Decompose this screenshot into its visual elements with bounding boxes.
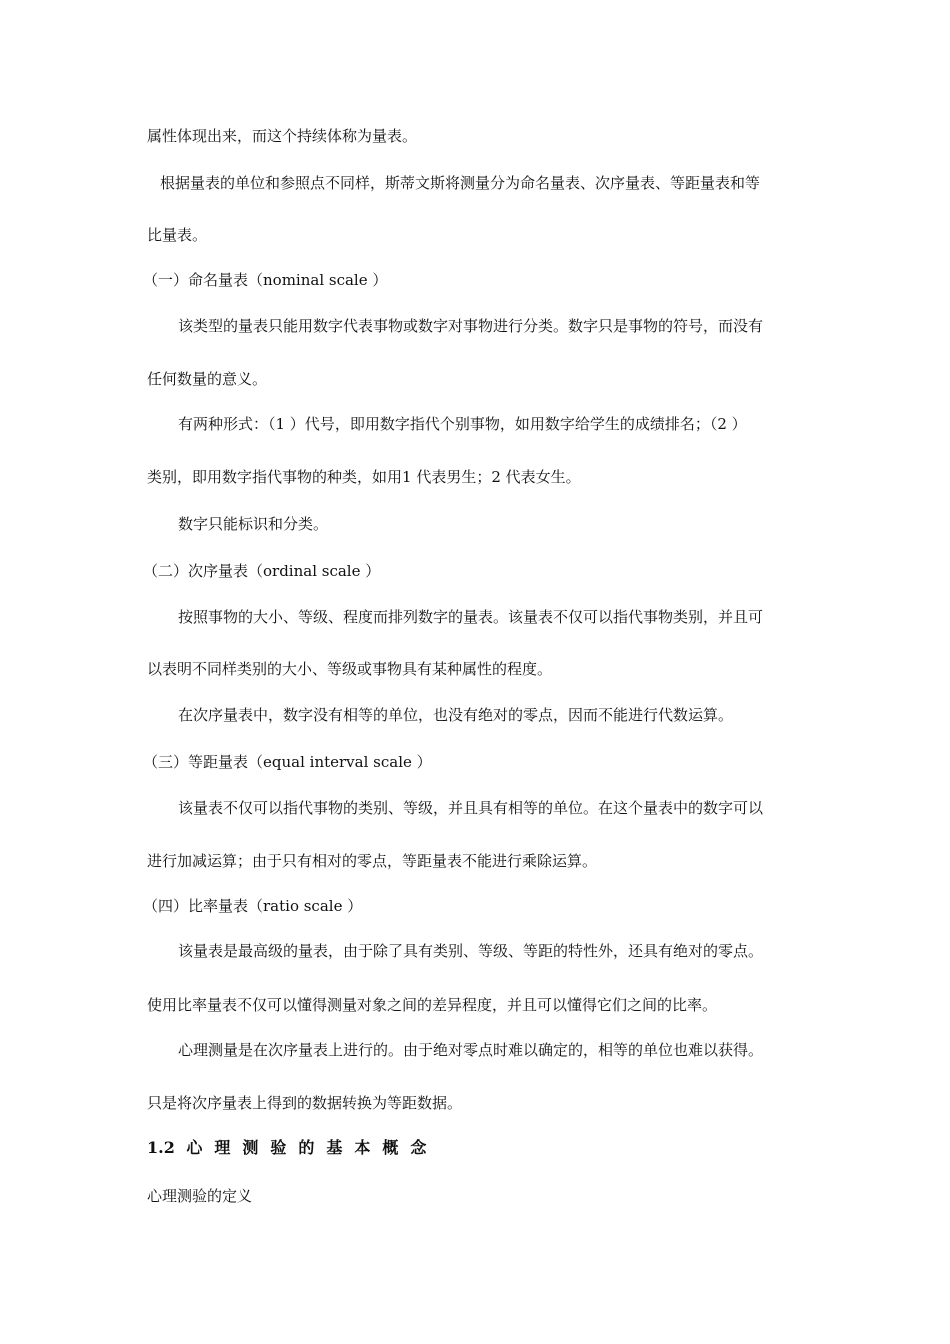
section-title: （一）命名量表（nominal scale ） — [143, 271, 388, 289]
paragraph-line: 属性体现出来，而这个持续体称为量表。 — [147, 127, 418, 145]
section-title: （二）次序量表（ordinal scale ） — [143, 562, 381, 580]
section-heading — [147, 1137, 438, 1159]
paragraph-line: 按照事物的大小、等级、程度而排列数字的量表。该量表不仅可以指代事物类别，并且可 — [178, 608, 764, 626]
section-title: （三）等距量表（equal interval scale ） — [143, 753, 432, 771]
paragraph-line: 该类型的量表只能用数字代表事物或数字对事物进行分类。数字只是事物的符号，而没有 — [178, 317, 764, 335]
section-title: （四）比率量表（ratio scale ） — [143, 897, 363, 915]
paragraph-line: 比量表。 — [147, 226, 208, 244]
paragraph-line: 有两种形式：（1 ）代号，即用数字指代个别事物，如用数字给学生的成绩排名；（2 ） — [178, 415, 747, 433]
paragraph-line: 以表明不同样类别的大小、等级或事物具有某种属性的程度。 — [147, 660, 553, 678]
paragraph-line: 心理测量是在次序量表上进行的。由于绝对零点时难以确定的，相等的单位也难以获得。 — [178, 1041, 764, 1059]
paragraph-line: 在次序量表中，数字没有相等的单位，也没有绝对的零点，因而不能进行代数运算。 — [178, 706, 734, 724]
paragraph-line: 该量表不仅可以指代事物的类别、等级，并且具有相等的单位。在这个量表中的数字可以 — [178, 799, 764, 817]
paragraph-line: 类别，即用数字指代事物的种类，如用1 代表男生；2 代表女生。 — [147, 468, 581, 486]
paragraph-line: 只是将次序量表上得到的数据转换为等距数据。 — [147, 1094, 463, 1112]
paragraph-line: 根据量表的单位和参照点不同样，斯蒂文斯将测量分为命名量表、次序量表、等距量表和等 — [160, 174, 761, 192]
paragraph-line: 使用比率量表不仅可以懂得测量对象之间的差异程度，并且可以懂得它们之间的比率。 — [147, 996, 718, 1014]
paragraph-line: 该量表是最高级的量表，由于除了具有类别、等级、等距的特性外，还具有绝对的零点。 — [178, 942, 764, 960]
heading-number: 1.2 — [147, 1138, 175, 1157]
paragraph-line: 任何数量的意义。 — [147, 370, 268, 388]
heading-text: 心理测验的基本概念 — [186, 1138, 439, 1157]
paragraph-line: 心理测验的定义 — [147, 1187, 253, 1205]
paragraph-line: 进行加减运算；由于只有相对的零点，等距量表不能进行乘除运算。 — [147, 852, 598, 870]
paragraph-line: 数字只能标识和分类。 — [178, 515, 329, 533]
